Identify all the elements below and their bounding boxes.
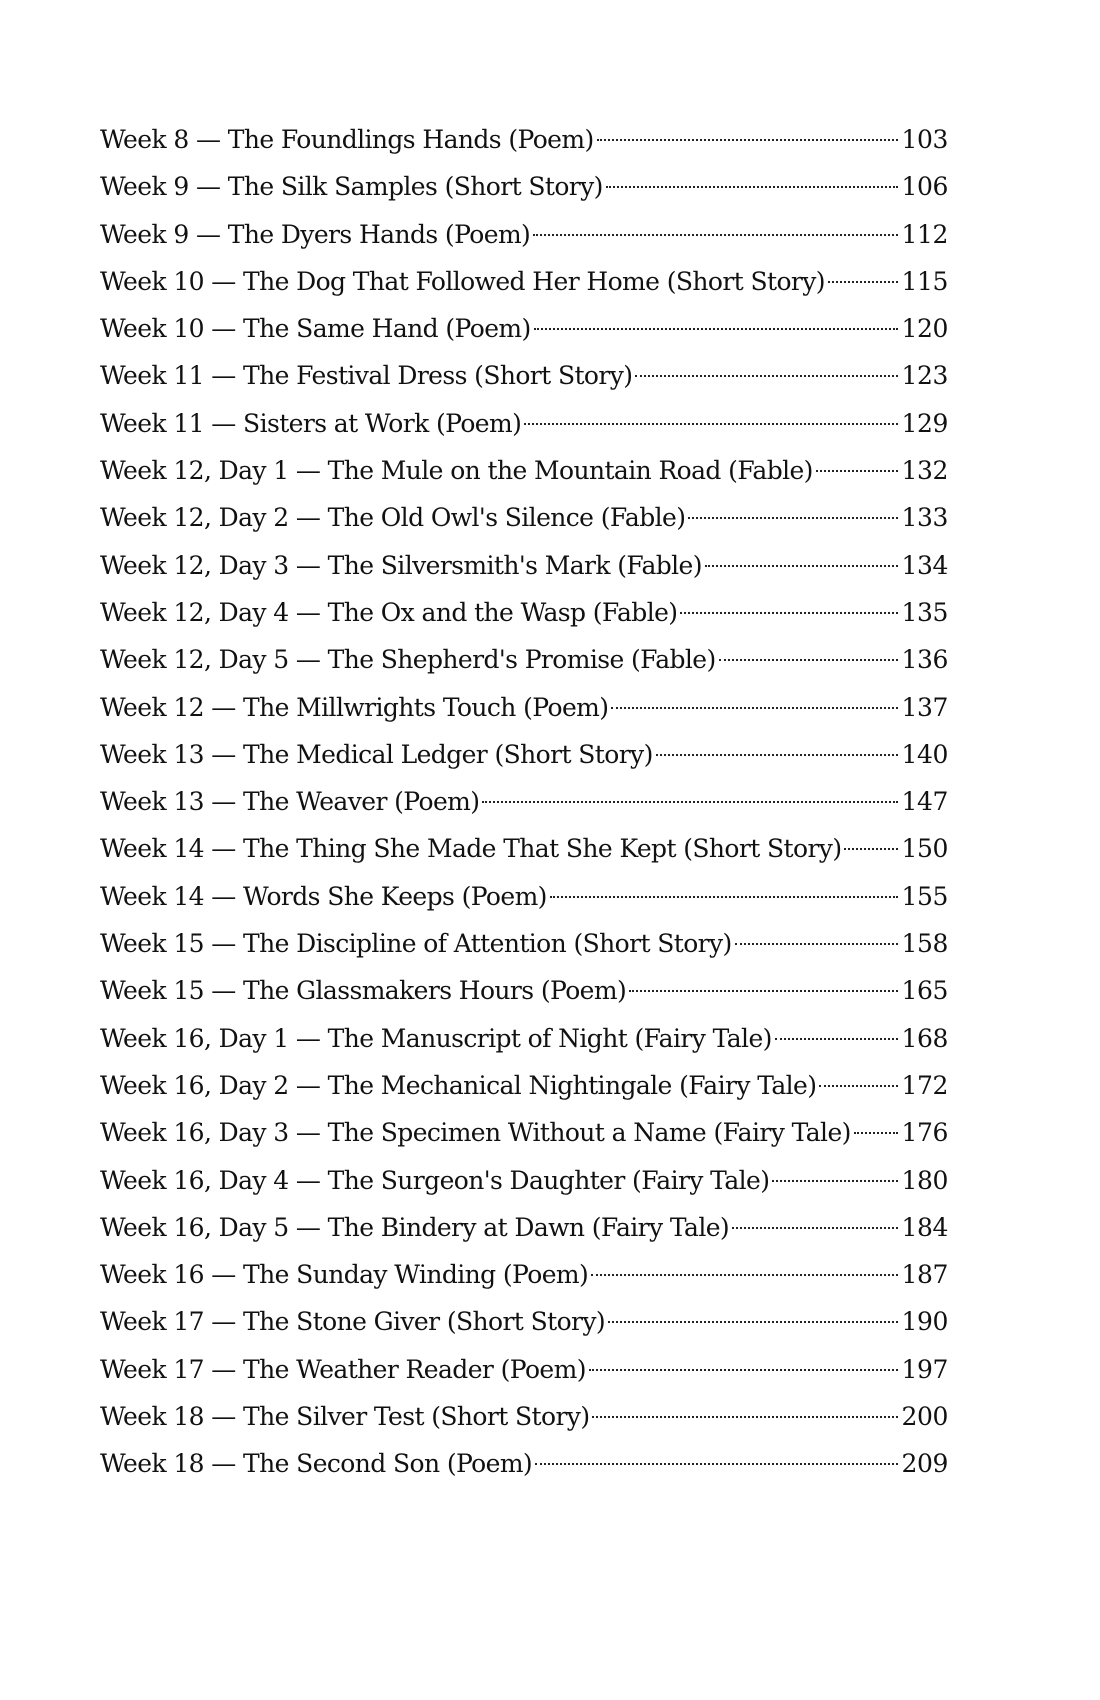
toc-entry-page-number: 115 <box>901 266 948 296</box>
toc-entry <box>100 1062 948 1109</box>
toc-entry-page-number: 190 <box>901 1307 948 1337</box>
table-of-contents <box>100 116 948 1488</box>
toc-entry <box>100 967 948 1014</box>
toc-entry-page-number: 200 <box>901 1402 948 1432</box>
toc-entry-title: Week 12 — The Millwrights Touch (Poem) <box>100 692 609 722</box>
toc-entry-title: Week 16, Day 3 — The Specimen Without a Name (Fairy Tale) <box>100 1118 851 1148</box>
toc-dot-leader <box>844 848 898 850</box>
toc-entry-page-number: 134 <box>901 550 948 580</box>
toc-dot-leader <box>635 375 898 377</box>
toc-entry <box>100 542 948 589</box>
toc-entry-title: Week 13 — The Medical Ledger (Short Story) <box>100 739 653 769</box>
toc-entry-page-number: 158 <box>901 929 948 959</box>
toc-entry-page-number: 123 <box>901 361 948 391</box>
toc-dot-leader <box>735 943 899 945</box>
toc-entry-title: Week 12, Day 5 — The Shepherd's Promise (Fable) <box>100 645 716 675</box>
toc-entry-title: Week 9 — The Dyers Hands (Poem) <box>100 219 531 249</box>
toc-entry-title: Week 16 — The Sunday Winding (Poem) <box>100 1260 589 1290</box>
toc-entry-title: Week 10 — The Dog That Followed Her Home (Short Story) <box>100 266 825 296</box>
toc-entry-page-number: 165 <box>901 976 948 1006</box>
toc-entry <box>100 825 948 872</box>
toc-entry-title: Week 15 — The Glassmakers Hours (Poem) <box>100 976 627 1006</box>
toc-entry-title: Week 11 — Sisters at Work (Poem) <box>100 408 522 438</box>
toc-entry-page-number: 129 <box>901 408 948 438</box>
toc-entry-title: Week 17 — The Stone Giver (Short Story) <box>100 1307 606 1337</box>
toc-dot-leader <box>854 1132 899 1134</box>
toc-entry <box>100 1440 948 1487</box>
toc-dot-leader <box>656 754 899 756</box>
toc-entry-title: Week 12, Day 1 — The Mule on the Mountain Road (Fable) <box>100 456 813 486</box>
toc-entry-title: Week 12, Day 4 — The Ox and the Wasp (Fable) <box>100 597 678 627</box>
toc-entry <box>100 1109 948 1156</box>
toc-entry-page-number: 147 <box>901 787 948 817</box>
toc-entry-page-number: 140 <box>901 739 948 769</box>
toc-entry <box>100 1015 948 1062</box>
toc-dot-leader <box>482 801 898 803</box>
toc-entry <box>100 778 948 825</box>
toc-entry-page-number: 197 <box>901 1354 948 1384</box>
toc-entry-title: Week 14 — Words She Keeps (Poem) <box>100 881 547 911</box>
toc-entry <box>100 731 948 778</box>
toc-entry-page-number: 187 <box>901 1260 948 1290</box>
toc-entry <box>100 1157 948 1204</box>
toc-entry-page-number: 132 <box>901 456 948 486</box>
toc-dot-leader <box>534 328 899 330</box>
toc-entry <box>100 684 948 731</box>
toc-dot-leader <box>772 1180 898 1182</box>
toc-dot-leader <box>705 565 899 567</box>
toc-entry <box>100 636 948 683</box>
toc-dot-leader <box>589 1369 899 1371</box>
toc-dot-leader <box>524 423 898 425</box>
toc-entry-page-number: 150 <box>901 834 948 864</box>
toc-dot-leader <box>816 470 899 472</box>
toc-entry <box>100 1251 948 1298</box>
toc-entry <box>100 305 948 352</box>
toc-entry <box>100 447 948 494</box>
toc-entry-title: Week 16, Day 1 — The Manuscript of Night (Fairy Tale) <box>100 1023 772 1053</box>
toc-entry-title: Week 18 — The Silver Test (Short Story) <box>100 1402 590 1432</box>
toc-entry-page-number: 137 <box>901 692 948 722</box>
toc-dot-leader <box>591 1274 898 1276</box>
toc-dot-leader <box>550 896 899 898</box>
toc-entry <box>100 258 948 305</box>
toc-entry-title: Week 10 — The Same Hand (Poem) <box>100 314 531 344</box>
toc-dot-leader <box>533 234 898 236</box>
toc-dot-leader <box>680 612 898 614</box>
toc-dot-leader <box>608 1321 898 1323</box>
toc-entry-page-number: 136 <box>901 645 948 675</box>
toc-entry-page-number: 112 <box>901 219 948 249</box>
toc-entry-title: Week 17 — The Weather Reader (Poem) <box>100 1354 586 1384</box>
toc-dot-leader <box>597 139 899 141</box>
toc-dot-leader <box>688 517 898 519</box>
toc-entry-title: Week 12, Day 2 — The Old Owl's Silence (Fable) <box>100 503 686 533</box>
toc-entry-title: Week 15 — The Discipline of Attention (Short Story) <box>100 929 732 959</box>
toc-dot-leader <box>606 186 899 188</box>
toc-entry-page-number: 135 <box>901 597 948 627</box>
toc-dot-leader <box>828 281 899 283</box>
toc-dot-leader <box>732 1227 898 1229</box>
toc-entry-page-number: 133 <box>901 503 948 533</box>
toc-entry-page-number: 180 <box>901 1165 948 1195</box>
toc-entry-title: Week 16, Day 4 — The Surgeon's Daughter (Fairy Tale) <box>100 1165 770 1195</box>
toc-entry <box>100 1393 948 1440</box>
toc-entry-page-number: 155 <box>901 881 948 911</box>
toc-entry-title: Week 16, Day 5 — The Bindery at Dawn (Fairy Tale) <box>100 1212 730 1242</box>
toc-entry-title: Week 13 — The Weaver (Poem) <box>100 787 480 817</box>
toc-entry-page-number: 176 <box>901 1118 948 1148</box>
toc-entry <box>100 873 948 920</box>
toc-dot-leader <box>819 1085 898 1087</box>
toc-entry <box>100 163 948 210</box>
toc-entry-page-number: 106 <box>901 172 948 202</box>
toc-entry-title: Week 16, Day 2 — The Mechanical Nightingale (Fairy Tale) <box>100 1070 817 1100</box>
toc-entry-title: Week 11 — The Festival Dress (Short Story) <box>100 361 633 391</box>
toc-entry-title: Week 18 — The Second Son (Poem) <box>100 1449 533 1479</box>
toc-entry-title: Week 14 — The Thing She Made That She Kept (Short Story) <box>100 834 842 864</box>
toc-entry <box>100 1346 948 1393</box>
toc-dot-leader <box>535 1463 898 1465</box>
toc-entry <box>100 116 948 163</box>
toc-entry-page-number: 172 <box>901 1070 948 1100</box>
toc-entry <box>100 1204 948 1251</box>
toc-entry-title: Week 8 — The Foundlings Hands (Poem) <box>100 125 594 154</box>
toc-entry <box>100 920 948 967</box>
toc-entry-title: Week 12, Day 3 — The Silversmith's Mark (Fable) <box>100 550 702 580</box>
toc-entry-page-number: 168 <box>901 1023 948 1053</box>
toc-dot-leader <box>629 990 898 992</box>
toc-entry <box>100 211 948 258</box>
toc-entry <box>100 400 948 447</box>
toc-entry-title: Week 9 — The Silk Samples (Short Story) <box>100 172 603 202</box>
toc-entry-page-number: 184 <box>901 1212 948 1242</box>
toc-dot-leader <box>592 1416 898 1418</box>
toc-entry-page-number: 209 <box>901 1449 948 1479</box>
toc-dot-leader <box>775 1038 899 1040</box>
toc-entry <box>100 1298 948 1345</box>
toc-entry-page-number: 120 <box>901 314 948 344</box>
toc-entry <box>100 352 948 399</box>
toc-entry <box>100 589 948 636</box>
toc-dot-leader <box>719 659 899 661</box>
toc-entry <box>100 494 948 541</box>
toc-entry-page-number: 103 <box>901 125 948 154</box>
toc-dot-leader <box>611 707 898 709</box>
